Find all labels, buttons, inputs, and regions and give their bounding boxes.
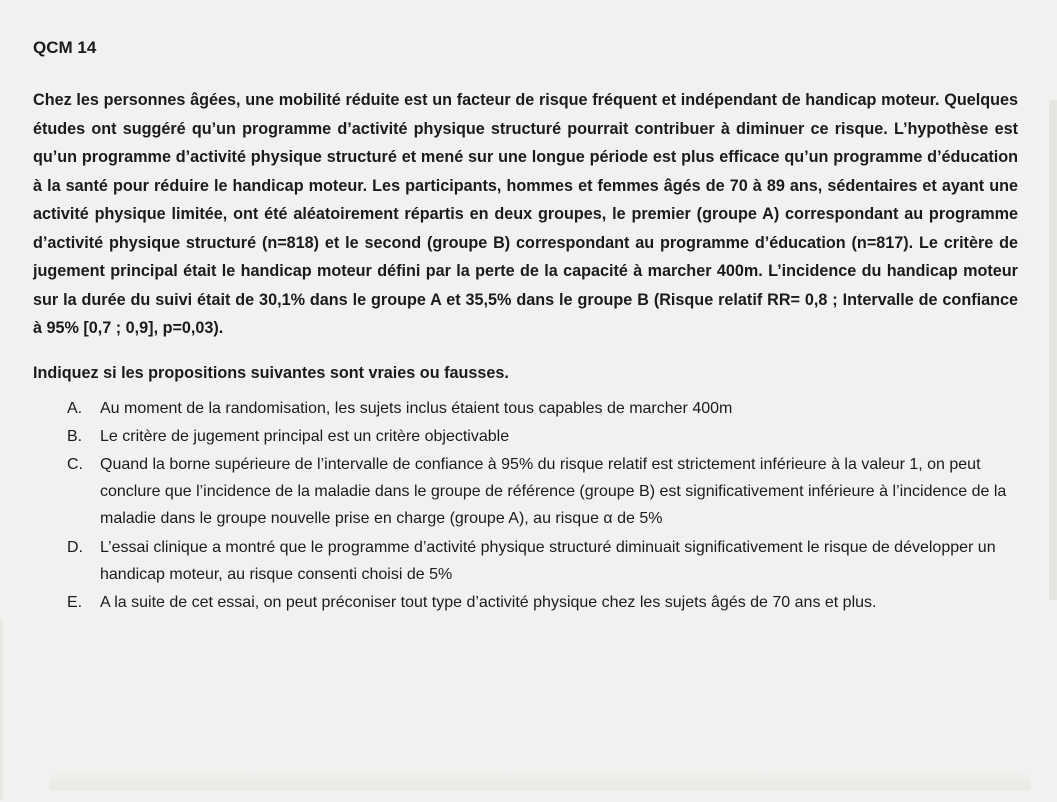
answer-options-list	[33, 395, 1018, 617]
bottom-bleed-through	[50, 770, 1030, 790]
question-stem: Chez les personnes âgées, une mobilité réduite est un facteur de risque fréquent et indépendant de handicap moteur. Quelques études ont suggéré qu’un programme d’activité physique structuré pourrait contribuer à diminuer ce risque. L’hypothèse est qu’un programme d’activité physique structuré et mené sur une longue période est plus efficace qu’un programme d’éducation à la santé pour réduire le handicap moteur. Les participants, hommes et femmes âgés de 70 à 89 ans, sédentaires et ayant une activité physique limitée, ont été aléatoirement répartis en deux groupes, le premier (groupe A) correspondant au programme d’activité physique structuré (n=818) et le second (groupe B) correspondant au programme d’éducation (n=817). Le critère de jugement principal était le handicap moteur défini par la perte de la capacité à marcher 400m. L’incidence du handicap moteur sur la durée du suivi était de 30,1% dans le groupe A et 35,5% dans le groupe B (Risque relatif RR= 0,8 ; Intervalle de confiance à 95% [0,7 ; 0,9], p=0,03).	[33, 91, 1018, 337]
option-text: Quand la borne supérieure de l’intervalle de confiance à 95% du risque relatif est strictement inférieure à la valeur 1, on peut conclure que l’incidence de la maladie dans le groupe de référence (groupe B) est significativement inférieure à l’incidence de la maladie dans le groupe nouvelle prise en charge (groupe A), au risque α de 5%	[100, 455, 1007, 528]
page-edge-shadow	[1029, 100, 1057, 600]
option-text: Le critère de jugement principal est un critère objectivable	[100, 427, 510, 445]
question-title: QCM 14	[33, 38, 97, 57]
option-a	[33, 395, 1018, 422]
option-e	[33, 589, 1018, 616]
option-text: Au moment de la randomisation, les sujets inclus étaient tous capables de marcher 400m	[100, 399, 733, 417]
question-instruction: Indiquez si les propositions suivantes sont vraies ou fausses.	[33, 363, 509, 382]
option-text: L’essai clinique a montré que le programme d’activité physique structuré diminuait significativement le risque de développer un handicap moteur, au risque consenti choisi de 5%	[100, 538, 996, 583]
option-letter: D.	[67, 538, 83, 556]
question-document	[33, 36, 1018, 617]
option-c	[33, 451, 1018, 533]
option-letter: A.	[67, 399, 83, 417]
option-letter: C.	[67, 455, 83, 473]
option-letter: E.	[67, 593, 83, 611]
option-d	[33, 534, 1018, 588]
option-b	[33, 423, 1018, 450]
option-letter: B.	[67, 427, 83, 445]
option-text: A la suite de cet essai, on peut préconiser tout type d’activité physique chez les sujets âgés de 70 ans et plus.	[100, 593, 877, 611]
page-edge-shadow-left	[0, 620, 33, 800]
